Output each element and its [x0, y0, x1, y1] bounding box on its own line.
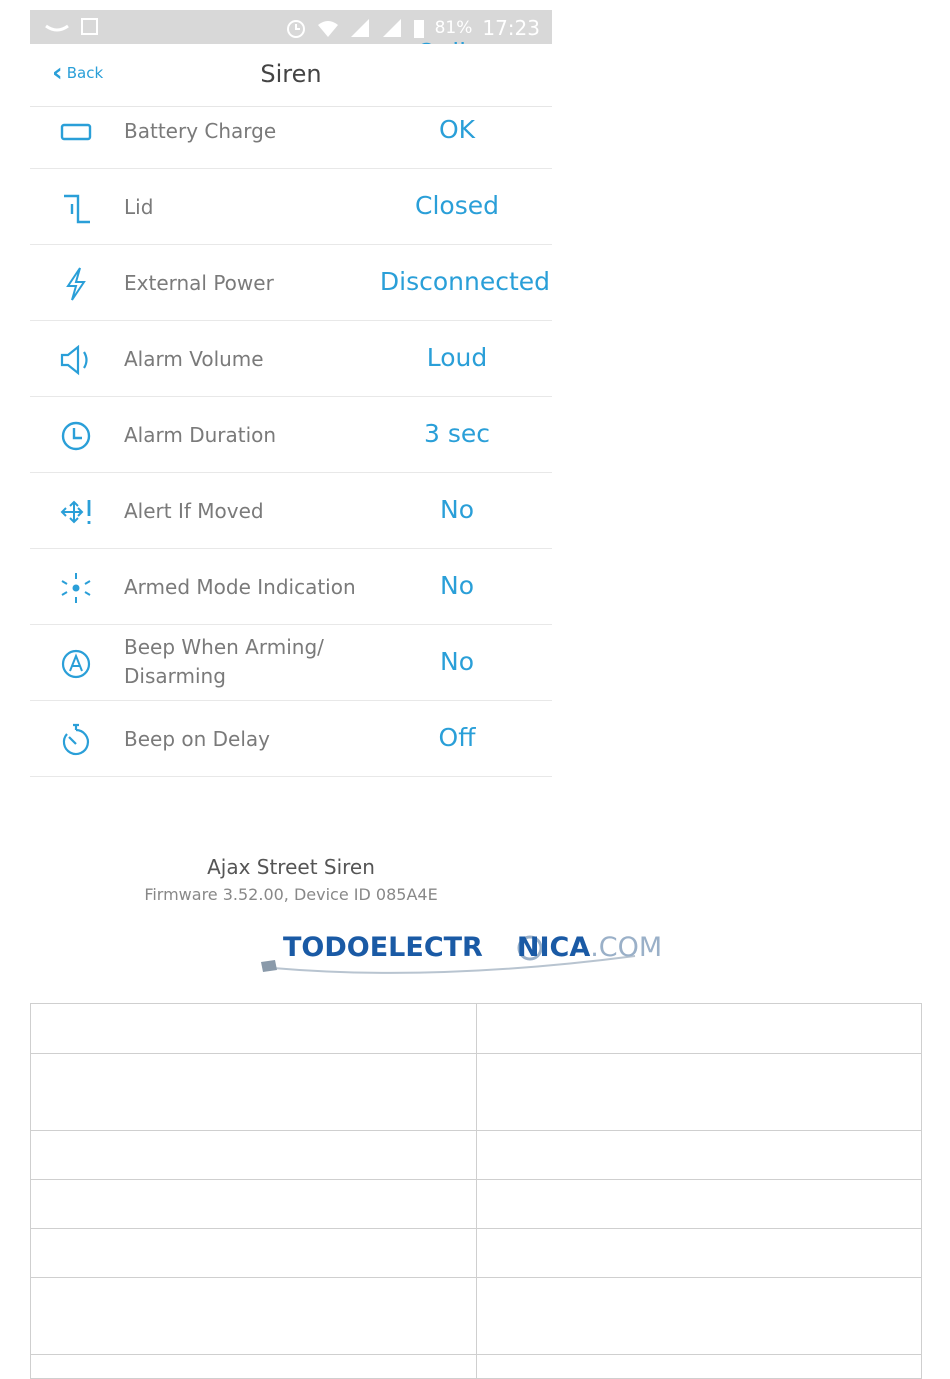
table-cell [476, 1278, 922, 1355]
lid-icon [58, 190, 94, 226]
row-value: No [440, 647, 474, 676]
row-armed-mode-indication[interactable] [30, 549, 552, 625]
page-title: Siren [260, 60, 322, 88]
row-label: External Power [124, 271, 274, 295]
row-label: Beep When Arming/ Disarming [124, 635, 324, 688]
clock-icon [58, 418, 94, 454]
arming-icon [58, 646, 94, 682]
back-label: Back [66, 64, 104, 82]
row-alert-if-moved[interactable] [30, 473, 552, 549]
row-value: Loud [426, 343, 488, 372]
row-value: No [440, 571, 474, 600]
row-value: Off [438, 723, 476, 752]
table-row [31, 1004, 922, 1054]
table-row [31, 1131, 922, 1180]
table-cell [31, 1229, 477, 1278]
nav-bar [30, 44, 552, 107]
battery-percent: 81% [434, 18, 473, 38]
table-cell [476, 1355, 922, 1379]
watermark-logo [255, 928, 725, 984]
timer-icon [58, 722, 94, 758]
table-cell [31, 1355, 477, 1379]
device-model: Ajax Street Siren [207, 855, 375, 879]
table-row [31, 1355, 922, 1379]
lightning-icon [58, 266, 94, 302]
row-value: Closed [415, 191, 499, 220]
watermark-text [283, 932, 662, 963]
led-indicator-icon [58, 570, 94, 606]
watermark-brand: TODOELECTR [283, 932, 483, 963]
row-value: Disconnected [379, 267, 551, 296]
table-cell [476, 1180, 922, 1229]
move-alert-icon [58, 494, 94, 530]
row-alarm-volume[interactable] [30, 321, 552, 397]
row-value: OK [438, 115, 476, 144]
table-cell [476, 1131, 922, 1180]
table-row [31, 1054, 922, 1131]
speaker-icon [58, 342, 94, 378]
watermark-suffix: .COM [590, 932, 663, 963]
table-cell [31, 1054, 477, 1131]
watermark-brand-2: NICA [516, 932, 591, 963]
phone-screen [30, 10, 552, 830]
row-label: Armed Mode Indication [124, 575, 356, 599]
row-label: Alarm Volume [124, 347, 264, 371]
row-external-power[interactable] [30, 245, 552, 321]
row-beep-arming[interactable] [30, 625, 552, 701]
table-cell [31, 1004, 477, 1054]
table-cell [476, 1054, 922, 1131]
settings-list [30, 58, 552, 777]
table-row [31, 1229, 922, 1278]
table-cell [31, 1180, 477, 1229]
table-cell [476, 1004, 922, 1054]
chevron-left-icon: ‹ [52, 58, 63, 88]
row-beep-on-delay[interactable] [30, 701, 552, 777]
firmware-info: Firmware 3.52.00, Device ID 085A4E [144, 885, 438, 904]
row-value: 3 sec [423, 419, 490, 448]
row-alarm-duration[interactable] [30, 397, 552, 473]
row-label: Beep on Delay [124, 727, 271, 751]
row-label: Battery Charge [124, 119, 277, 143]
row-label: Lid [124, 195, 154, 219]
table-cell [31, 1131, 477, 1180]
table-row [31, 1180, 922, 1229]
device-info [30, 855, 552, 904]
table-cell [31, 1278, 477, 1355]
battery-icon [58, 114, 94, 150]
row-label: Alert If Moved [124, 499, 264, 523]
row-lid[interactable] [30, 169, 552, 245]
clock-time: 17:23 [482, 16, 540, 40]
table-row [31, 1278, 922, 1355]
row-value: No [440, 495, 474, 524]
empty-table [30, 1003, 922, 1379]
row-label: Alarm Duration [124, 423, 277, 447]
table-cell [476, 1229, 922, 1278]
